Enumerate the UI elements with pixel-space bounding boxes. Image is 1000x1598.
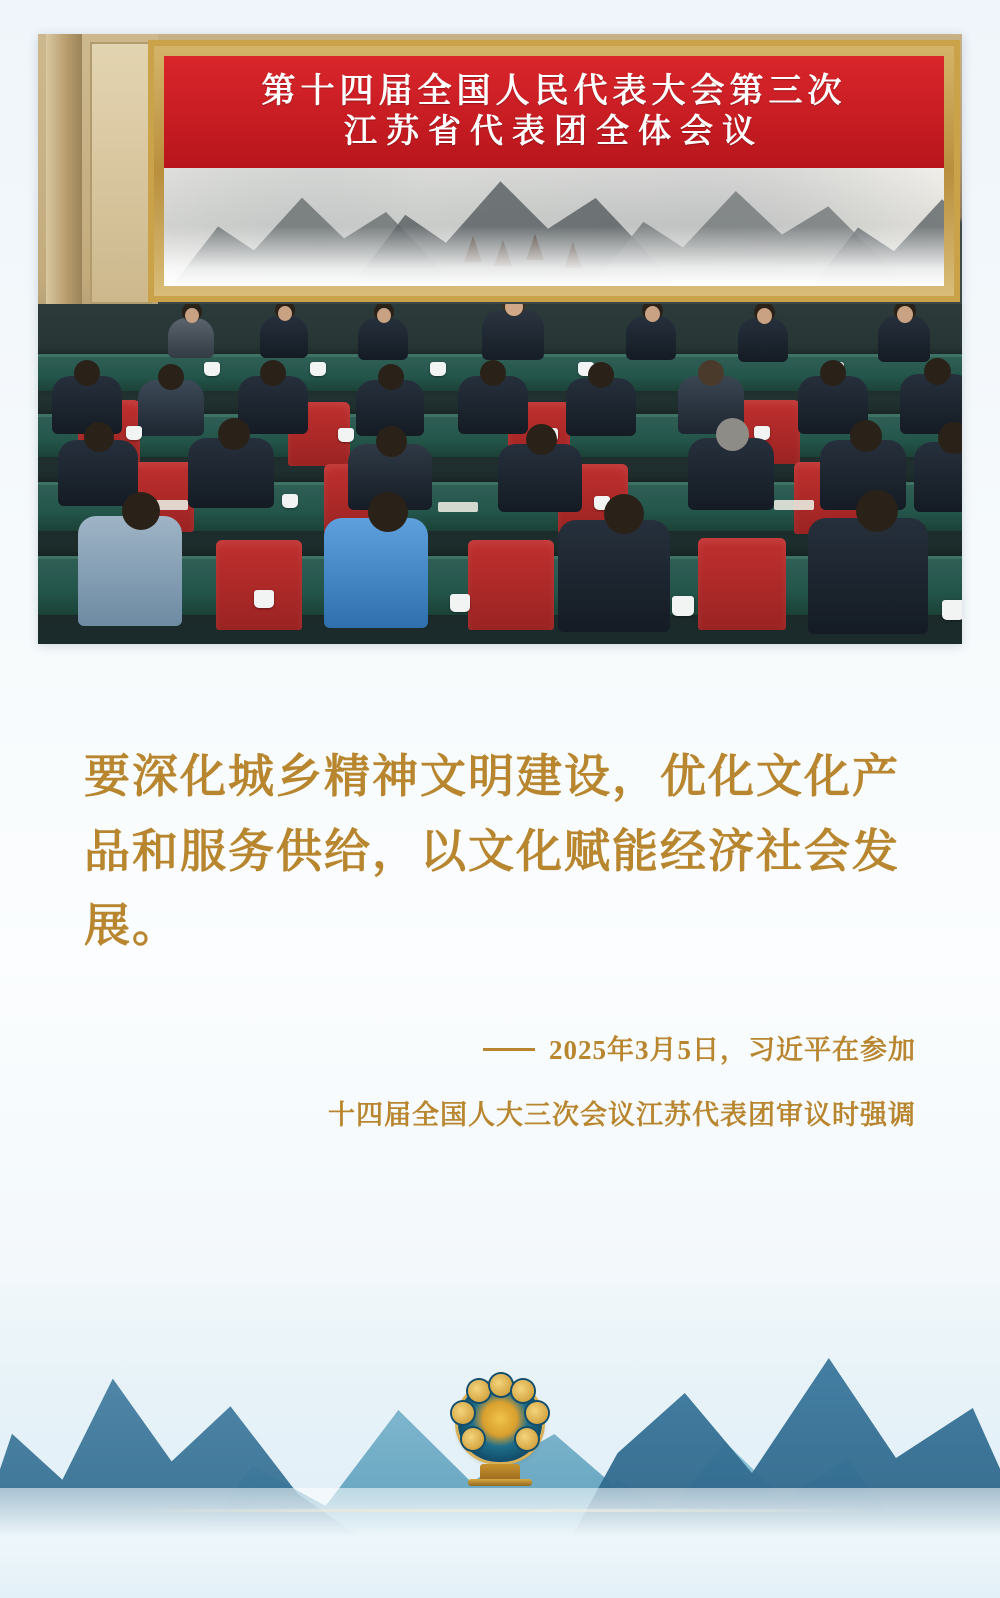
delegate-head (84, 422, 114, 452)
delegate-head (938, 422, 962, 454)
delegate-head (122, 492, 160, 530)
delegate-face (897, 306, 913, 323)
attribution-date: 2025年3月5日，习近平在参加 (549, 1035, 916, 1065)
banner-title-line-2: 江苏省代表团全体会议 (344, 113, 764, 150)
chair (468, 540, 554, 630)
emblem-base (468, 1479, 532, 1486)
delegate-head (378, 364, 404, 390)
delegate-face (377, 308, 391, 323)
tea-cup (204, 362, 220, 376)
tea-cup (672, 596, 694, 616)
delegate (558, 520, 670, 632)
emblem-petal (468, 1380, 490, 1402)
delegate (324, 518, 428, 628)
tea-cup (338, 428, 354, 442)
emblem-petal (516, 1428, 538, 1450)
meeting-photo (38, 34, 962, 644)
painting-mist (164, 226, 944, 286)
quote-text: 要深化城乡精神文明建设，优化文化产品和服务供给，以文化赋能经济社会发展。 (84, 751, 900, 952)
document-paper (774, 500, 814, 510)
delegate-head (588, 362, 614, 388)
delegate-head (480, 360, 506, 386)
delegate-head (218, 418, 250, 450)
delegate-head (856, 490, 898, 532)
delegate-head (604, 494, 644, 534)
delegate-face (185, 308, 199, 323)
photo-scene (38, 34, 962, 644)
tea-cup (430, 362, 446, 376)
delegate-face (645, 306, 660, 322)
footer-water (0, 1488, 1000, 1598)
delegate-face (757, 308, 772, 324)
stage-backdrop-frame (148, 40, 960, 302)
delegate-head (368, 492, 408, 532)
tea-cup (254, 590, 274, 608)
delegate (260, 316, 308, 358)
delegate-head (850, 420, 882, 452)
delegate (78, 516, 182, 626)
emblem-petal (526, 1402, 548, 1424)
delegate-head (526, 424, 557, 455)
delegate (358, 318, 408, 360)
delegate (738, 318, 788, 362)
chair (698, 538, 786, 630)
attribution-line-2: 十四届全国人大三次会议江苏代表团审议时强调 (328, 1099, 916, 1130)
attribution (84, 1018, 916, 1148)
attribution-line-1 (84, 1018, 916, 1083)
tea-cup (282, 494, 298, 508)
document-paper (438, 502, 478, 512)
banner-title-line-1: 第十四届全国人民代表大会第三次 (261, 73, 847, 111)
tea-cup (126, 426, 142, 440)
ink-landscape-painting (164, 168, 944, 286)
emblem-petal (512, 1380, 534, 1402)
footer-landscape (0, 1268, 1000, 1598)
stage-backdrop (164, 56, 944, 286)
delegate-head (924, 358, 951, 385)
em-dash-decoration (483, 1048, 535, 1051)
delegate-face (278, 306, 292, 321)
delegate (626, 316, 676, 360)
delegate-head (376, 426, 407, 457)
conference-room (38, 304, 962, 644)
delegate-head-grey (716, 418, 749, 451)
main-speaker (482, 310, 544, 360)
delegate-head (74, 360, 100, 386)
tea-cup (450, 594, 470, 612)
hall-wall-panel (90, 42, 152, 304)
tea-cup (942, 600, 962, 620)
delegate-head (820, 360, 846, 386)
emblem-petal (452, 1402, 474, 1424)
tea-cup (310, 362, 326, 376)
meeting-banner (164, 56, 944, 168)
chair (216, 540, 302, 630)
delegate-head (260, 360, 286, 386)
floral-emblem-icon (454, 1382, 546, 1486)
hall-column (46, 34, 82, 304)
emblem-petal (490, 1374, 512, 1396)
delegate-head (158, 364, 184, 390)
emblem-petal (462, 1428, 484, 1450)
delegate (808, 518, 928, 634)
delegate-head (698, 360, 724, 386)
delegate (168, 318, 214, 358)
